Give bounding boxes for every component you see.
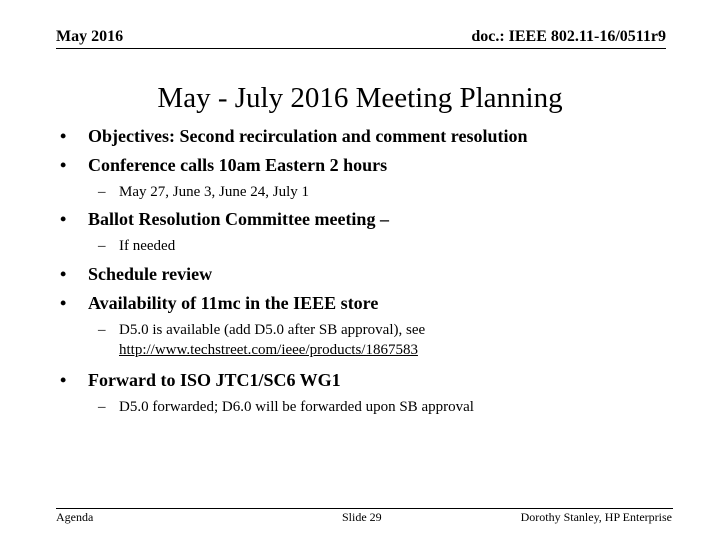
sub-bullet-text: May 27, June 3, June 24, July 1: [119, 184, 309, 200]
footer-author: Dorothy Stanley, HP Enterprise: [520, 510, 672, 524]
slide-title: May - July 2016 Meeting Planning: [157, 82, 563, 114]
bullet-marker: •: [60, 264, 67, 284]
bullet-marker: •: [60, 155, 67, 175]
bullet-text: Objectives: Second recirculation and comment resolution: [88, 126, 528, 146]
bullet-text: Forward to ISO JTC1/SC6 WG1: [88, 370, 341, 390]
footer-divider: [56, 508, 673, 509]
bullet-marker: •: [60, 126, 67, 146]
footer-slide-number: Slide 29: [342, 510, 382, 524]
bullet-text: Ballot Resolution Committee meeting –: [88, 209, 389, 229]
bullet-marker: •: [60, 370, 67, 390]
sub-bullet-text: If needed: [119, 238, 176, 254]
bullet-text: Conference calls 10am Eastern 2 hours: [88, 155, 388, 175]
sub-bullet-line: D5.0 is available (add D5.0 after SB approval), see: [119, 322, 426, 338]
dash-marker: –: [98, 184, 106, 200]
sub-bullet-text: [119, 320, 425, 360]
dash-marker: –: [98, 399, 106, 415]
sub-bullet-text: D5.0 forwarded; D6.0 will be forwarded upon SB approval: [119, 399, 474, 415]
dash-marker: –: [98, 238, 106, 254]
bullet-text: Availability of 11mc in the IEEE store: [88, 293, 379, 313]
header-doc-id: doc.: IEEE 802.11-16/0511r9: [471, 28, 666, 45]
bullet-marker: •: [60, 209, 67, 229]
bullet-marker: •: [60, 293, 67, 313]
header-date: May 2016: [56, 28, 124, 45]
footer-section: Agenda: [56, 510, 94, 524]
bullet-text: Schedule review: [88, 264, 213, 284]
header-divider: [56, 48, 666, 49]
techstreet-link[interactable]: http://www.techstreet.com/ieee/products/1867583: [119, 342, 418, 358]
dash-marker: –: [98, 322, 106, 338]
